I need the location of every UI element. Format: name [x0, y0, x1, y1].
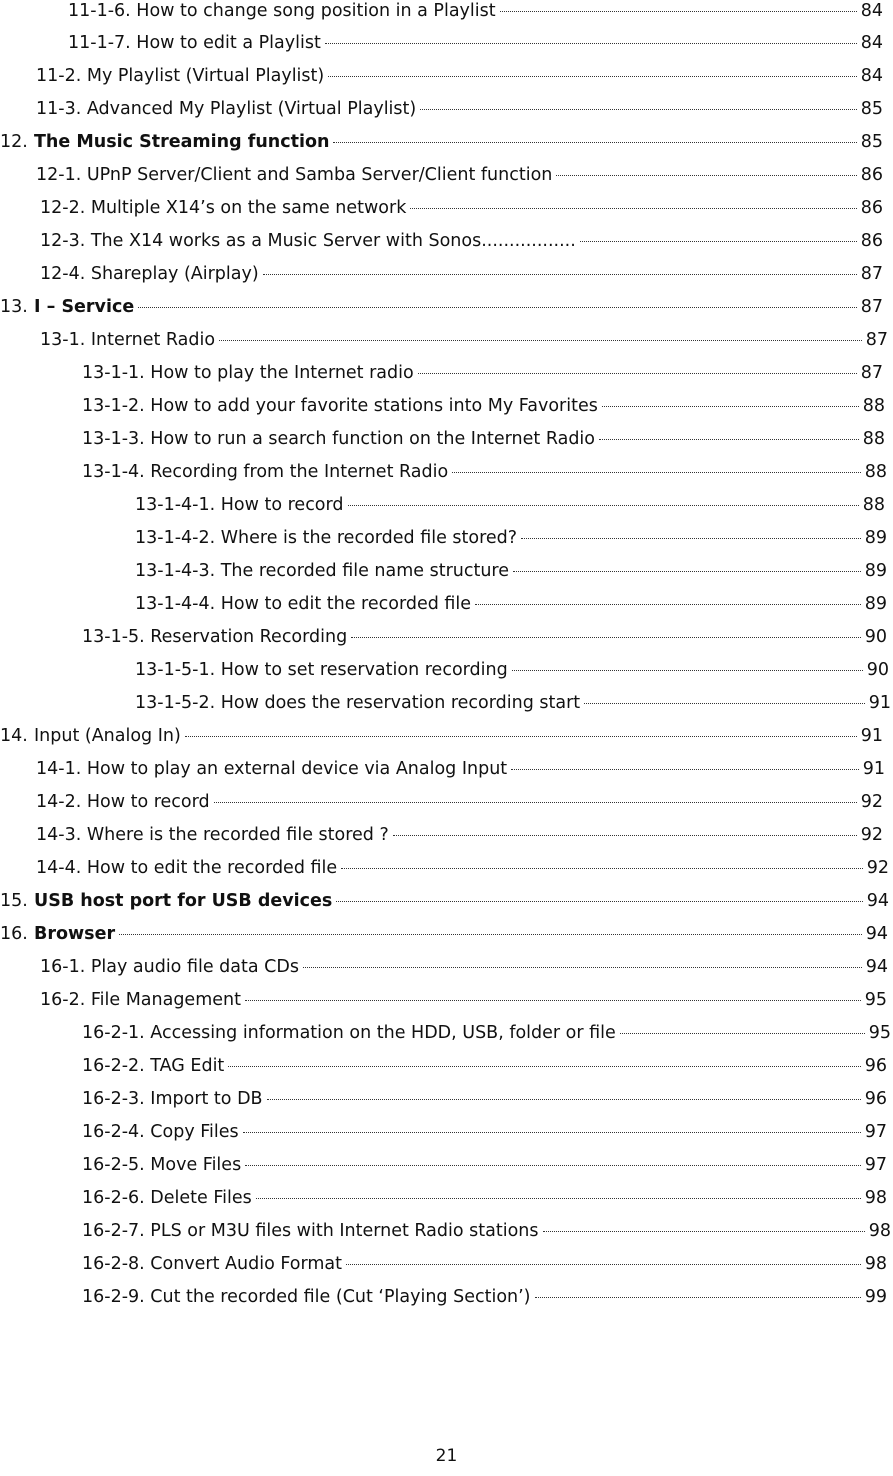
toc-entry	[82, 623, 887, 651]
toc-entry	[40, 227, 883, 255]
page-number: 21	[435, 1446, 458, 1466]
toc-entry	[36, 161, 883, 189]
toc-entry-title: 14-1. How to play an external device via Analog Input	[36, 759, 508, 779]
dot-leader	[393, 835, 857, 836]
dot-leader	[535, 1297, 861, 1298]
toc-entry	[82, 1019, 891, 1047]
toc-entry-page: 94	[865, 957, 888, 977]
toc-entry-page: 98	[864, 1188, 887, 1208]
dot-leader	[245, 1000, 861, 1001]
toc-entry-title: Input (Analog In)	[34, 726, 181, 746]
toc-entry	[82, 1283, 887, 1311]
toc-entry	[0, 920, 888, 948]
toc-entry-title: 11-2. My Playlist (Virtual Playlist)	[36, 66, 325, 86]
toc-entry	[82, 1184, 887, 1212]
dot-leader	[511, 769, 859, 770]
toc-entry-page: 89	[864, 561, 887, 581]
dot-leader	[452, 472, 861, 473]
toc-entry	[0, 887, 889, 915]
toc-entry-title: 16-2-2. TAG Edit	[82, 1056, 225, 1076]
dot-leader	[620, 1033, 865, 1034]
dot-leader	[328, 76, 856, 77]
toc-entry	[135, 689, 891, 717]
toc-entry-page: 89	[864, 594, 887, 614]
toc-entry	[82, 1118, 887, 1146]
dot-leader	[521, 538, 861, 539]
toc-entry-page: 88	[862, 429, 885, 449]
toc-entry-page: 92	[860, 792, 883, 812]
dot-leader	[410, 208, 856, 209]
dot-leader	[336, 901, 862, 902]
toc-entry-title: 11-1-7. How to edit a Playlist	[68, 33, 321, 53]
toc-entry-page: 89	[864, 528, 887, 548]
dot-leader	[556, 175, 856, 176]
toc-entry-title: 16-2-8. Convert Audio Format	[82, 1254, 343, 1274]
toc-entry-number: 16.	[0, 924, 28, 944]
dot-leader	[219, 340, 862, 341]
toc-entry-page: 88	[862, 396, 885, 416]
toc-entry-title: I – Service	[34, 297, 135, 317]
dot-leader	[513, 571, 861, 572]
toc-entry-title: 13-1-5-2. How does the reservation recording start	[135, 693, 581, 713]
toc-entry-page: 87	[860, 363, 883, 383]
toc-entry-page: 84	[860, 66, 883, 86]
toc-entry-page: 98	[868, 1221, 891, 1241]
dot-leader	[418, 373, 857, 374]
toc-entry	[82, 1052, 887, 1080]
dot-leader	[245, 1165, 861, 1166]
toc-entry-title: 16-1. Play audio file data CDs	[40, 957, 299, 977]
toc-entry-title: 16-2-3. Import to DB	[82, 1089, 263, 1109]
toc-entry-title: 14-3. Where is the recorded file stored ?	[36, 825, 389, 845]
toc-entry-page: 88	[864, 462, 887, 482]
dot-leader	[475, 604, 861, 605]
dot-leader	[185, 736, 857, 737]
toc-entry	[36, 62, 883, 90]
dot-leader	[420, 109, 856, 110]
toc-entry	[40, 260, 883, 288]
toc-entry-title: 16-2-9. Cut the recorded file (Cut ‘Playing Section’)	[82, 1287, 531, 1307]
toc-entry	[0, 293, 883, 321]
dot-leader	[325, 43, 857, 44]
toc-entry	[135, 491, 885, 519]
toc-entry-title: 16-2-1. Accessing information on the HDD, USB, folder or file	[82, 1023, 616, 1043]
dot-leader	[138, 307, 857, 308]
toc-entry-number: 15.	[0, 891, 28, 911]
toc-entry-title: 13-1-4-4. How to edit the recorded file	[135, 594, 472, 614]
dot-leader	[243, 1132, 861, 1133]
toc-entry-title: 14-4. How to edit the recorded file	[36, 858, 338, 878]
toc-entry-title: Browser	[34, 924, 116, 944]
toc-entry-title: 13-1-4-3. The recorded file name structure	[135, 561, 510, 581]
toc-entry-title: 13-1-2. How to add your favorite stations into My Favorites	[82, 396, 598, 416]
dot-leader	[333, 142, 856, 143]
toc-entry	[135, 656, 889, 684]
toc-entry-page: 98	[864, 1254, 887, 1274]
toc-entry-title: 13-1-4-1. How to record	[135, 495, 344, 515]
toc-entry-page: 87	[860, 264, 883, 284]
toc-entry-number: 13.	[0, 297, 28, 317]
dot-leader	[214, 802, 857, 803]
toc-entry-page: 87	[860, 297, 883, 317]
toc-entry	[82, 392, 885, 420]
toc-entry	[82, 359, 883, 387]
dot-leader	[512, 670, 863, 671]
toc-entry-title: 16-2-4. Copy Files	[82, 1122, 239, 1142]
toc-entry	[40, 194, 883, 222]
toc-entry-title: 13-1-4-2. Where is the recorded file stored?	[135, 528, 518, 548]
dot-leader	[228, 1066, 860, 1067]
toc-entry-page: 87	[865, 330, 888, 350]
toc-entry	[82, 1250, 887, 1278]
toc-entry	[135, 557, 887, 585]
toc-entry	[36, 788, 883, 816]
toc-entry-page: 85	[860, 99, 883, 119]
toc-entry-page: 92	[866, 858, 889, 878]
toc-entry	[36, 95, 883, 123]
toc-entry-number: 12.	[0, 132, 28, 152]
toc-entry-page: 91	[868, 693, 891, 713]
toc-entry-title: The Music Streaming function	[34, 132, 330, 152]
toc-entry-title: 12-4. Shareplay (Airplay)	[40, 264, 259, 284]
dot-leader	[256, 1198, 861, 1199]
toc-entry	[36, 854, 889, 882]
dot-leader	[119, 934, 862, 935]
dot-leader	[341, 868, 863, 869]
dot-leader	[602, 406, 859, 407]
toc-entry-page: 95	[868, 1023, 891, 1043]
dot-leader	[303, 967, 862, 968]
toc-entry	[36, 821, 883, 849]
toc-entry-title: 16-2-7. PLS or M3U files with Internet Radio stations	[82, 1221, 539, 1241]
toc-entry	[82, 458, 887, 486]
dot-leader	[263, 274, 857, 275]
toc-entry-title: 13-1-1. How to play the Internet radio	[82, 363, 414, 383]
toc-entry	[135, 590, 887, 618]
toc-entry	[82, 1085, 887, 1113]
toc-entry-page: 86	[860, 198, 883, 218]
toc-entry-title: 13-1-5. Reservation Recording	[82, 627, 348, 647]
dot-leader	[584, 703, 865, 704]
toc-entry	[36, 755, 885, 783]
toc-entry-title: 12-3. The X14 works as a Music Server with Sonos.................	[40, 231, 576, 251]
toc-entry	[135, 524, 887, 552]
toc-entry-page: 90	[864, 627, 887, 647]
toc-entry-title: 16-2-6. Delete Files	[82, 1188, 252, 1208]
toc-entry-page: 90	[866, 660, 889, 680]
dot-leader	[500, 11, 857, 12]
toc-entry-page: 88	[862, 495, 885, 515]
toc-entry-page: 84	[860, 1, 883, 21]
toc-entry-title: 16-2. File Management	[40, 990, 241, 1010]
toc-entry-title: 12-2. Multiple X14’s on the same network	[40, 198, 407, 218]
toc-entry-title: 13-1-4. Recording from the Internet Radio	[82, 462, 449, 482]
toc-entry-title: 11-3. Advanced My Playlist (Virtual Playlist)	[36, 99, 417, 119]
toc-entry-title: 14-2. How to record	[36, 792, 210, 812]
toc-entry-title: 16-2-5. Move Files	[82, 1155, 242, 1175]
toc-entry-page: 86	[860, 165, 883, 185]
toc-entry-title: USB host port for USB devices	[34, 891, 333, 911]
toc-entry-page: 94	[866, 891, 889, 911]
toc-entry-page: 84	[860, 33, 883, 53]
toc-entry	[40, 953, 888, 981]
toc-entry-title: 11-1-6. How to change song position in a Playlist	[68, 1, 496, 21]
dot-leader	[351, 637, 861, 638]
dot-leader	[599, 439, 859, 440]
toc-entry	[68, 0, 883, 25]
toc-entry	[40, 986, 887, 1014]
dot-leader	[580, 241, 857, 242]
toc-entry-page: 94	[865, 924, 888, 944]
toc-entry-title: 12-1. UPnP Server/Client and Samba Server/Client function	[36, 165, 553, 185]
toc-entry	[0, 722, 883, 750]
toc-entry-page: 91	[860, 726, 883, 746]
toc-entry-page: 95	[864, 990, 887, 1010]
toc-entry-number: 14.	[0, 726, 28, 746]
toc-entry-title: 13-1-5-1. How to set reservation recording	[135, 660, 508, 680]
toc-entry	[82, 1151, 887, 1179]
toc-entry-page: 92	[860, 825, 883, 845]
toc-entry	[68, 29, 883, 57]
toc-entry	[82, 1217, 891, 1245]
toc-entry-page: 99	[864, 1287, 887, 1307]
toc-entry-page: 97	[864, 1155, 887, 1175]
toc-entry	[0, 128, 883, 156]
dot-leader	[267, 1099, 861, 1100]
toc-entry-title: 13-1-3. How to run a search function on the Internet Radio	[82, 429, 596, 449]
toc-entry-title: 13-1. Internet Radio	[40, 330, 216, 350]
toc-entry	[82, 425, 885, 453]
toc-entry-page: 96	[864, 1089, 887, 1109]
toc-entry-page: 85	[860, 132, 883, 152]
toc-entry-page: 91	[862, 759, 885, 779]
dot-leader	[543, 1231, 865, 1232]
toc-entry-page: 97	[864, 1122, 887, 1142]
toc-entry-page: 96	[864, 1056, 887, 1076]
dot-leader	[346, 1264, 861, 1265]
dot-leader	[348, 505, 859, 506]
toc-entry	[40, 326, 888, 354]
toc-entry-page: 86	[860, 231, 883, 251]
